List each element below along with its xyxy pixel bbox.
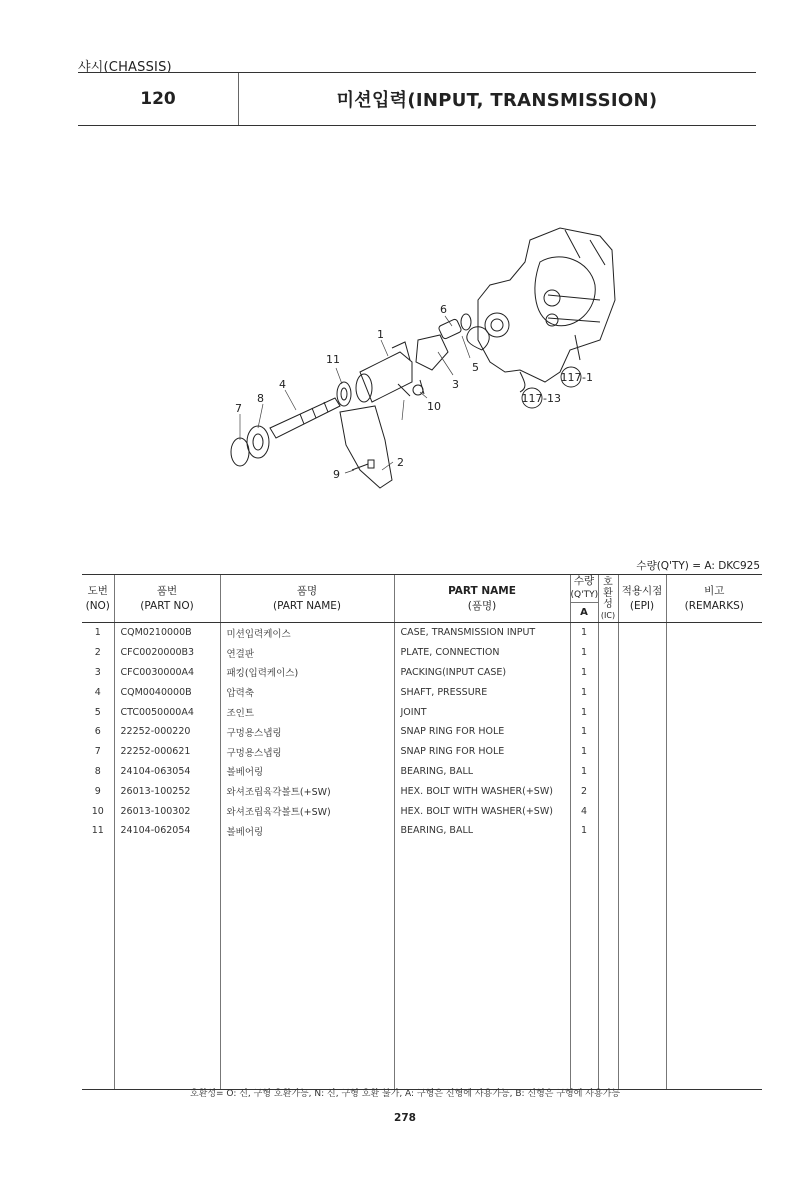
row-no: 4 — [94, 686, 101, 698]
header-no: 도번 (NO) — [82, 575, 114, 623]
row-qty: 1 — [570, 643, 598, 663]
svg-text:-1: -1 — [582, 371, 593, 384]
header-part-name-en: PART NAME (품명) — [394, 575, 570, 623]
row-epi — [618, 801, 666, 821]
row-epi — [618, 643, 666, 663]
header-epi: 적용시점 (EPI) — [618, 575, 666, 623]
row-part-name-en: SNAP RING FOR HOLE — [394, 742, 570, 762]
row-remarks — [666, 623, 762, 643]
bearing-8-drawing — [231, 426, 269, 466]
row-no: 9 — [94, 785, 101, 797]
row-remarks — [666, 702, 762, 722]
svg-text:117: 117 — [560, 371, 582, 384]
row-epi — [618, 762, 666, 782]
row-part-name-en: BEARING, BALL — [394, 762, 570, 782]
empty-cell — [618, 841, 666, 1090]
row-remarks — [666, 781, 762, 801]
row-part-name: 볼베어링 — [220, 821, 394, 841]
svg-text:117: 117 — [521, 392, 543, 405]
header-ic: 호 환 성 (IC) — [598, 575, 618, 623]
row-part-name: 패킹(입력케이스) — [220, 663, 394, 683]
row-part-name: 와셔조립육각볼트(+SW) — [220, 801, 394, 821]
row-no: 1 — [94, 627, 101, 639]
callout-8: 8 — [257, 392, 264, 405]
row-part-name-en: SHAFT, PRESSURE — [394, 682, 570, 702]
row-remarks — [666, 821, 762, 841]
row-part-name-en: HEX. BOLT WITH WASHER(+SW) — [394, 801, 570, 821]
row-qty: 1 — [570, 762, 598, 782]
row-part-no: 22252-000220 — [114, 722, 220, 742]
row-qty: 1 — [570, 623, 598, 643]
table-row — [82, 742, 762, 762]
empty-cell — [114, 841, 220, 1090]
row-part-name: 조인트 — [220, 702, 394, 722]
input-case-drawing — [356, 342, 423, 402]
joint-drawing — [438, 314, 471, 340]
table-row — [82, 623, 762, 643]
table-row — [82, 702, 762, 722]
row-part-name-en: PACKING(INPUT CASE) — [394, 663, 570, 683]
interchangeability-note: 호환성= O: 신, 구형 호환가능, N: 신, 구형 호환 불가, A: 구형은 신형에 사용가능, B: 신형은 구형에 사용가능 — [189, 1089, 621, 1099]
row-epi — [618, 663, 666, 683]
callout-9: 9 — [333, 468, 340, 481]
row-no: 7 — [94, 746, 101, 758]
table-row — [82, 821, 762, 841]
row-part-no: 26013-100302 — [114, 801, 220, 821]
row-qty: 4 — [570, 801, 598, 821]
row-remarks — [666, 801, 762, 821]
row-part-name: 구멍용스냅링 — [220, 742, 394, 762]
callout-4: 4 — [279, 378, 286, 391]
callout-10: 10 — [427, 400, 441, 413]
row-part-no: 26013-100252 — [114, 781, 220, 801]
row-ic — [598, 643, 618, 663]
row-remarks — [666, 663, 762, 683]
table-row — [82, 722, 762, 742]
section-label: 샤시(CHASSIS) — [78, 60, 172, 75]
header-remarks: 비고 (REMARKS) — [666, 575, 762, 623]
row-part-no: 24104-062054 — [114, 821, 220, 841]
callout-2: 2 — [397, 456, 404, 469]
row-part-no: CFC0020000B3 — [114, 643, 220, 663]
qty-note: 수량(Q'TY) = A: DKC925 — [636, 560, 760, 572]
row-part-name-en: JOINT — [394, 702, 570, 722]
row-ic — [598, 781, 618, 801]
row-part-no: CQM0210000B — [114, 623, 220, 643]
row-remarks — [666, 742, 762, 762]
row-no: 3 — [94, 666, 101, 678]
row-part-no: 24104-063054 — [114, 762, 220, 782]
row-epi — [618, 821, 666, 841]
page-number: 278 — [394, 1112, 416, 1124]
empty-cell — [394, 841, 570, 1090]
row-no: 5 — [94, 706, 101, 718]
row-no: 8 — [94, 765, 101, 777]
table-row — [82, 801, 762, 821]
header-part-no: 품번 (PART NO) — [114, 575, 220, 623]
row-epi — [618, 682, 666, 702]
empty-cell — [598, 841, 618, 1090]
group-number: 120 — [78, 73, 239, 125]
connection-plate-drawing — [340, 406, 392, 488]
row-ic — [598, 742, 618, 762]
row-part-no: CTC0050000A4 — [114, 702, 220, 722]
row-epi — [618, 702, 666, 722]
row-part-name: 연결판 — [220, 643, 394, 663]
table-row — [82, 643, 762, 663]
row-part-no: CQM0040000B — [114, 682, 220, 702]
transmission-housing-drawing — [467, 228, 615, 392]
empty-cell — [220, 841, 394, 1090]
empty-cell — [570, 841, 598, 1090]
row-remarks — [666, 762, 762, 782]
header-qty: 수량 (Q'TY) A — [570, 575, 598, 623]
svg-text:-13: -13 — [543, 392, 561, 405]
table-row — [82, 762, 762, 782]
callout-5: 5 — [472, 361, 479, 374]
row-ic — [598, 801, 618, 821]
table-header-row — [82, 575, 762, 623]
callout-7: 7 — [235, 402, 242, 415]
row-part-name-en: SNAP RING FOR HOLE — [394, 722, 570, 742]
table-row — [82, 682, 762, 702]
row-ic — [598, 682, 618, 702]
parts-table — [82, 574, 762, 1090]
row-ic — [598, 762, 618, 782]
row-qty: 1 — [570, 682, 598, 702]
row-part-name: 구멍용스냅링 — [220, 722, 394, 742]
leader-lines — [240, 316, 470, 473]
row-qty: 1 — [570, 702, 598, 722]
callout-1: 1 — [377, 328, 384, 341]
row-qty: 1 — [570, 742, 598, 762]
row-epi — [618, 742, 666, 762]
header-part-name: 품명 (PART NAME) — [220, 575, 394, 623]
row-part-no: CFC0030000A4 — [114, 663, 220, 683]
row-epi — [618, 722, 666, 742]
ref-117-1 — [561, 367, 593, 387]
row-part-name: 와셔조립육각볼트(+SW) — [220, 781, 394, 801]
row-part-name: 압력축 — [220, 682, 394, 702]
exploded-parts-diagram — [0, 180, 810, 510]
row-remarks — [666, 722, 762, 742]
row-ic — [598, 821, 618, 841]
group-title: 미션입력(INPUT, TRANSMISSION) — [336, 90, 658, 111]
row-part-name-en: BEARING, BALL — [394, 821, 570, 841]
table-empty-space — [82, 841, 762, 1090]
row-remarks — [666, 682, 762, 702]
row-ic — [598, 663, 618, 683]
group-header — [78, 72, 756, 126]
row-part-name-en: CASE, TRANSMISSION INPUT — [394, 623, 570, 643]
row-remarks — [666, 643, 762, 663]
row-ic — [598, 702, 618, 722]
row-part-name: 미션입력케이스 — [220, 623, 394, 643]
empty-cell — [82, 841, 114, 1090]
row-part-name: 볼베어링 — [220, 762, 394, 782]
callout-3: 3 — [452, 378, 459, 391]
row-qty: 2 — [570, 781, 598, 801]
row-no: 10 — [91, 805, 104, 817]
table-row — [82, 781, 762, 801]
table-row — [82, 663, 762, 683]
row-epi — [618, 623, 666, 643]
row-qty: 1 — [570, 722, 598, 742]
row-part-no: 22252-000621 — [114, 742, 220, 762]
row-qty: 1 — [570, 821, 598, 841]
packing-drawing — [416, 335, 448, 370]
pressure-shaft-drawing — [270, 398, 340, 438]
row-epi — [618, 781, 666, 801]
bearing-11-drawing — [337, 382, 351, 406]
row-no: 2 — [94, 647, 101, 659]
row-part-name-en: HEX. BOLT WITH WASHER(+SW) — [394, 781, 570, 801]
callout-6: 6 — [440, 303, 447, 316]
row-ic — [598, 623, 618, 643]
row-qty: 1 — [570, 663, 598, 683]
row-part-name-en: PLATE, CONNECTION — [394, 643, 570, 663]
row-no: 6 — [94, 726, 101, 738]
empty-cell — [666, 841, 762, 1090]
row-ic — [598, 722, 618, 742]
callout-11: 11 — [326, 353, 340, 366]
ref-117-13 — [522, 388, 561, 408]
row-no: 11 — [91, 825, 104, 837]
